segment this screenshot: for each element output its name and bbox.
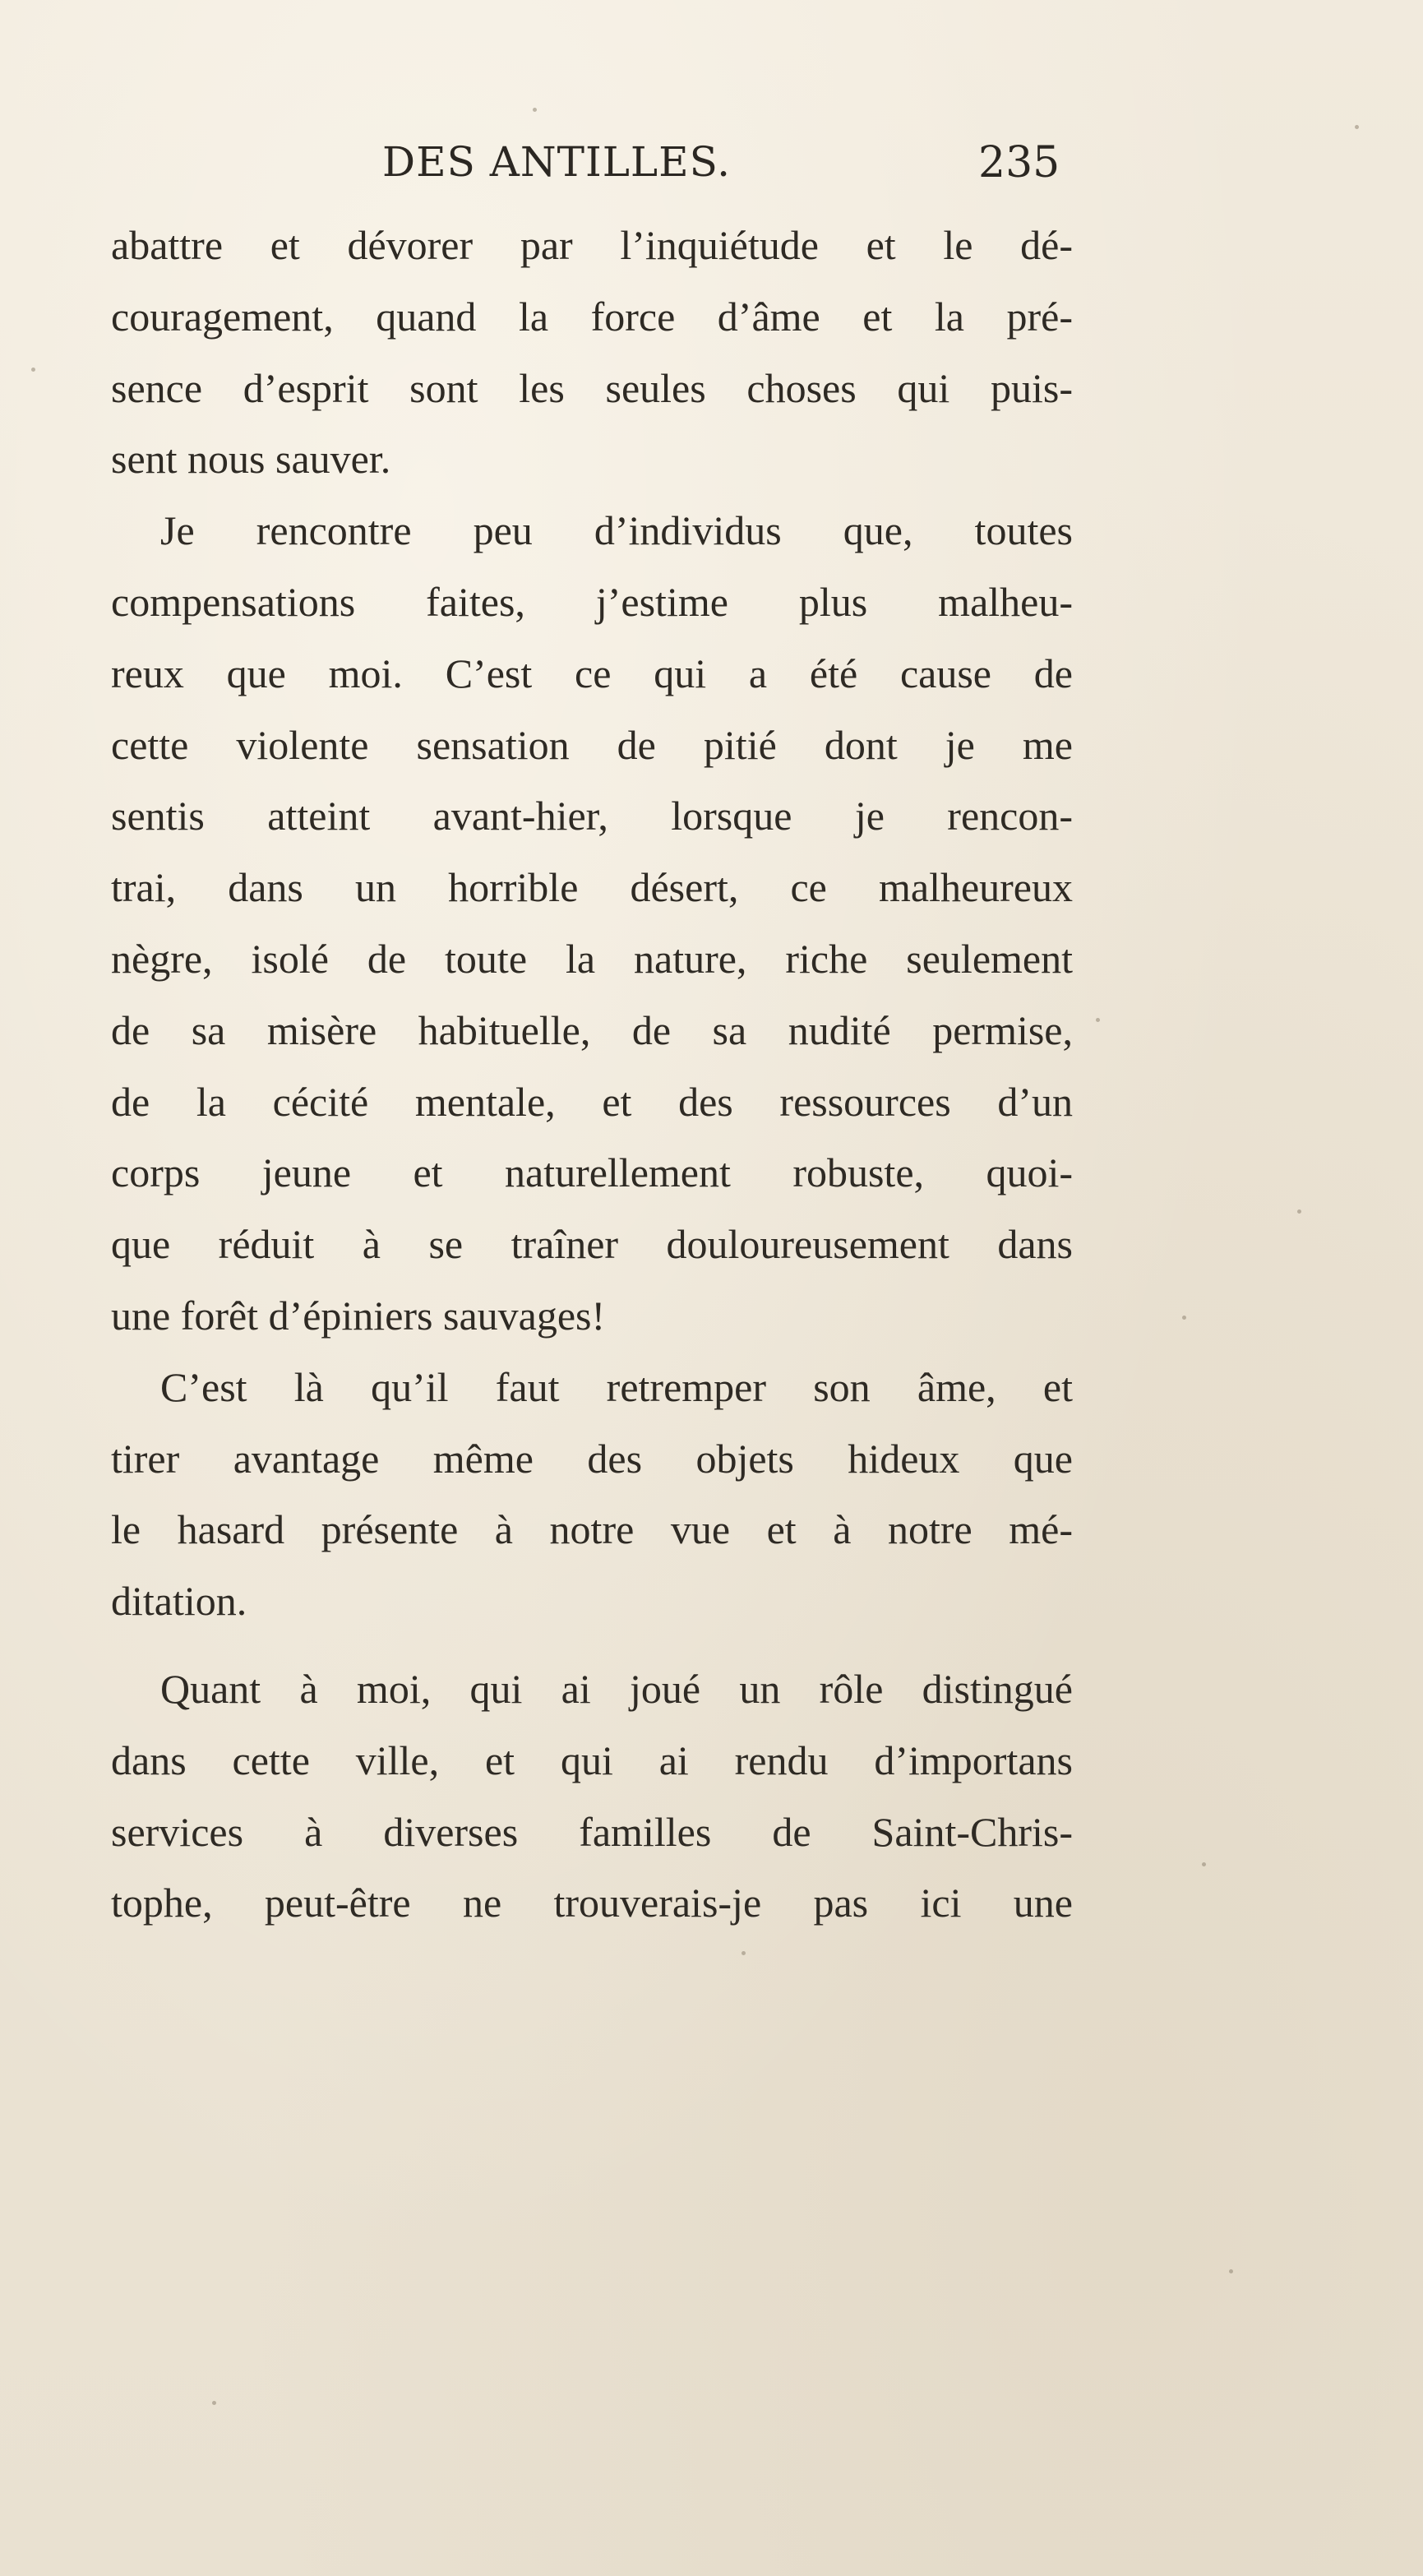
text-line: compensations faites, j’estime plus malheu- — [111, 578, 1073, 625]
text-line: abattre et dévorer par l’inquiétude et le dé- — [111, 222, 1073, 268]
text-line: une forêt d’épiniers sauvages! — [111, 1292, 606, 1339]
text-line: ditation. — [111, 1578, 247, 1625]
running-title: DES ANTILLES. — [382, 138, 731, 186]
text-line: trai, dans un horrible désert, ce malheureux — [111, 864, 1073, 911]
paper-speck — [533, 108, 537, 112]
paper-speck — [212, 2401, 216, 2405]
text-line: services à diverses familles de Saint-Chris- — [111, 1808, 1073, 1855]
paragraph-3 — [111, 1352, 1073, 1637]
paper-speck — [31, 368, 35, 372]
paper-speck — [742, 1951, 746, 1955]
paper-speck — [1297, 1209, 1301, 1214]
text-line: le hasard présente à notre vue et à notre mé- — [111, 1506, 1073, 1553]
body-text — [111, 210, 1073, 1939]
paper-speck — [1229, 2269, 1233, 2273]
paragraph-4 — [111, 1653, 1073, 1939]
text-line: Quant à moi, qui ai joué un rôle distingué — [160, 1665, 1073, 1712]
text-line: nègre, isolé de toute la nature, riche seulement — [111, 935, 1073, 982]
text-line: couragement, quand la force d’âme et la pré- — [111, 293, 1073, 340]
text-line: corps jeune et naturellement robuste, quoi- — [111, 1149, 1073, 1196]
text-line: de sa misère habituelle, de sa nudité permise, — [111, 1006, 1073, 1053]
text-line: tophe, peut-être ne trouverais-je pas ici une — [111, 1880, 1073, 1926]
text-line: que réduit à se traîner douloureusement dans — [111, 1221, 1073, 1268]
paper-speck — [1096, 1018, 1100, 1022]
paper-speck — [1355, 125, 1359, 129]
text-line: dans cette ville, et qui ai rendu d’importans — [111, 1737, 1073, 1783]
text-line: sent nous sauver. — [111, 436, 391, 483]
text-line: sence d’esprit sont les seules choses qui puis- — [111, 364, 1073, 411]
paragraph-1 — [111, 210, 1073, 495]
page-header — [0, 132, 1423, 197]
text-line: sentis atteint avant-hier, lorsque je rencon- — [111, 793, 1073, 839]
text-line: cette violente sensation de pitié dont je me — [111, 721, 1073, 768]
paragraph-gap — [111, 1637, 1073, 1653]
page-number: 235 — [978, 138, 1060, 187]
text-line: Je rencontre peu d’individus que, toutes — [160, 507, 1073, 554]
text-line: tirer avantage même des objets hideux que — [111, 1435, 1073, 1482]
paper-speck — [1202, 1862, 1206, 1866]
text-line: reux que moi. C’est ce qui a été cause de — [111, 650, 1073, 696]
paragraph-2 — [111, 495, 1073, 1352]
text-line: C’est là qu’il faut retremper son âme, et — [160, 1363, 1073, 1410]
paper-speck — [1182, 1316, 1186, 1320]
text-line: de la cécité mentale, et des ressources d’un — [111, 1078, 1073, 1125]
